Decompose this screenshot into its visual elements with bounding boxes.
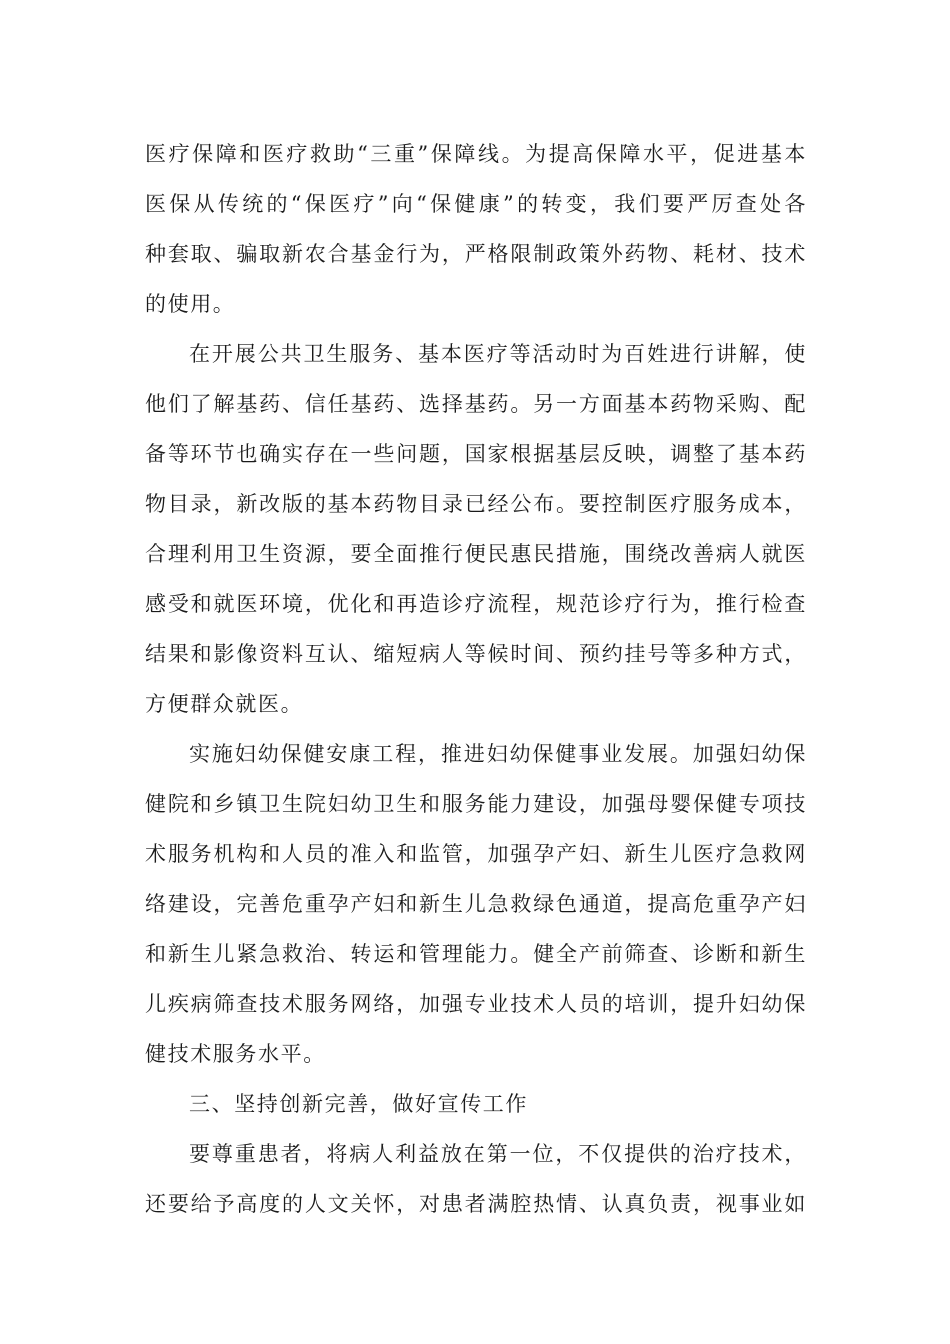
document-body bbox=[145, 129, 807, 1229]
heading-line: 三、坚持创新完善，做好宣传工作 bbox=[189, 1092, 528, 1116]
text-line: 合理利用卫生资源，要全面推行便民惠民措施，围绕改善病人就医 bbox=[145, 542, 807, 566]
text-line: 物目录，新改版的基本药物目录已经公布。要控制医疗服务成本， bbox=[145, 492, 807, 516]
paragraph bbox=[145, 129, 807, 329]
text-line: 备等环节也确实存在一些问题，国家根据基层反映，调整了基本药 bbox=[145, 442, 807, 466]
text-line: 儿疾病筛查技术服务网络，加强专业技术人员的培训，提升妇幼保 bbox=[145, 992, 807, 1016]
paragraph bbox=[145, 729, 807, 1079]
paragraph bbox=[145, 1129, 807, 1229]
text-line: 要尊重患者，将病人利益放在第一位，不仅提供的治疗技术， bbox=[189, 1142, 807, 1166]
text-line: 感受和就医环境，优化和再造诊疗流程，规范诊疗行为，推行检查 bbox=[145, 592, 807, 616]
text-line: 健院和乡镇卫生院妇幼卫生和服务能力建设，加强母婴保健专项技 bbox=[145, 792, 807, 816]
paragraph bbox=[145, 329, 807, 729]
text-line: 的使用。 bbox=[145, 292, 236, 316]
text-line: 种套取、骗取新农合基金行为，严格限制政策外药物、耗材、技术 bbox=[145, 242, 807, 266]
text-line: 术服务机构和人员的准入和监管，加强孕产妇、新生儿医疗急救网 bbox=[145, 842, 807, 866]
text-line: 实施妇幼保健安康工程，推进妇幼保健事业发展。加强妇幼保 bbox=[189, 742, 807, 766]
text-line: 络建设，完善危重孕产妇和新生儿急救绿色通道，提高危重孕产妇 bbox=[145, 892, 807, 916]
section-heading bbox=[145, 1079, 807, 1129]
text-line: 和新生儿紧急救治、转运和管理能力。健全产前筛查、诊断和新生 bbox=[145, 942, 807, 966]
text-line: 健技术服务水平。 bbox=[145, 1042, 326, 1066]
text-line: 他们了解基药、信任基药、选择基药。另一方面基本药物采购、配 bbox=[145, 392, 807, 416]
text-line: 在开展公共卫生服务、基本医疗等活动时为百姓进行讲解，使 bbox=[189, 342, 807, 366]
text-line: 医保从传统的“保医疗”向“保健康”的转变，我们要严厉查处各 bbox=[145, 192, 807, 216]
text-line: 还要给予高度的人文关怀，对患者满腔热情、认真负责，视事业如 bbox=[145, 1192, 807, 1216]
text-line: 结果和影像资料互认、缩短病人等候时间、预约挂号等多种方式， bbox=[145, 642, 807, 666]
text-line: 医疗保障和医疗救助“三重”保障线。为提高保障水平，促进基本 bbox=[145, 142, 807, 166]
text-line: 方便群众就医。 bbox=[145, 692, 304, 716]
